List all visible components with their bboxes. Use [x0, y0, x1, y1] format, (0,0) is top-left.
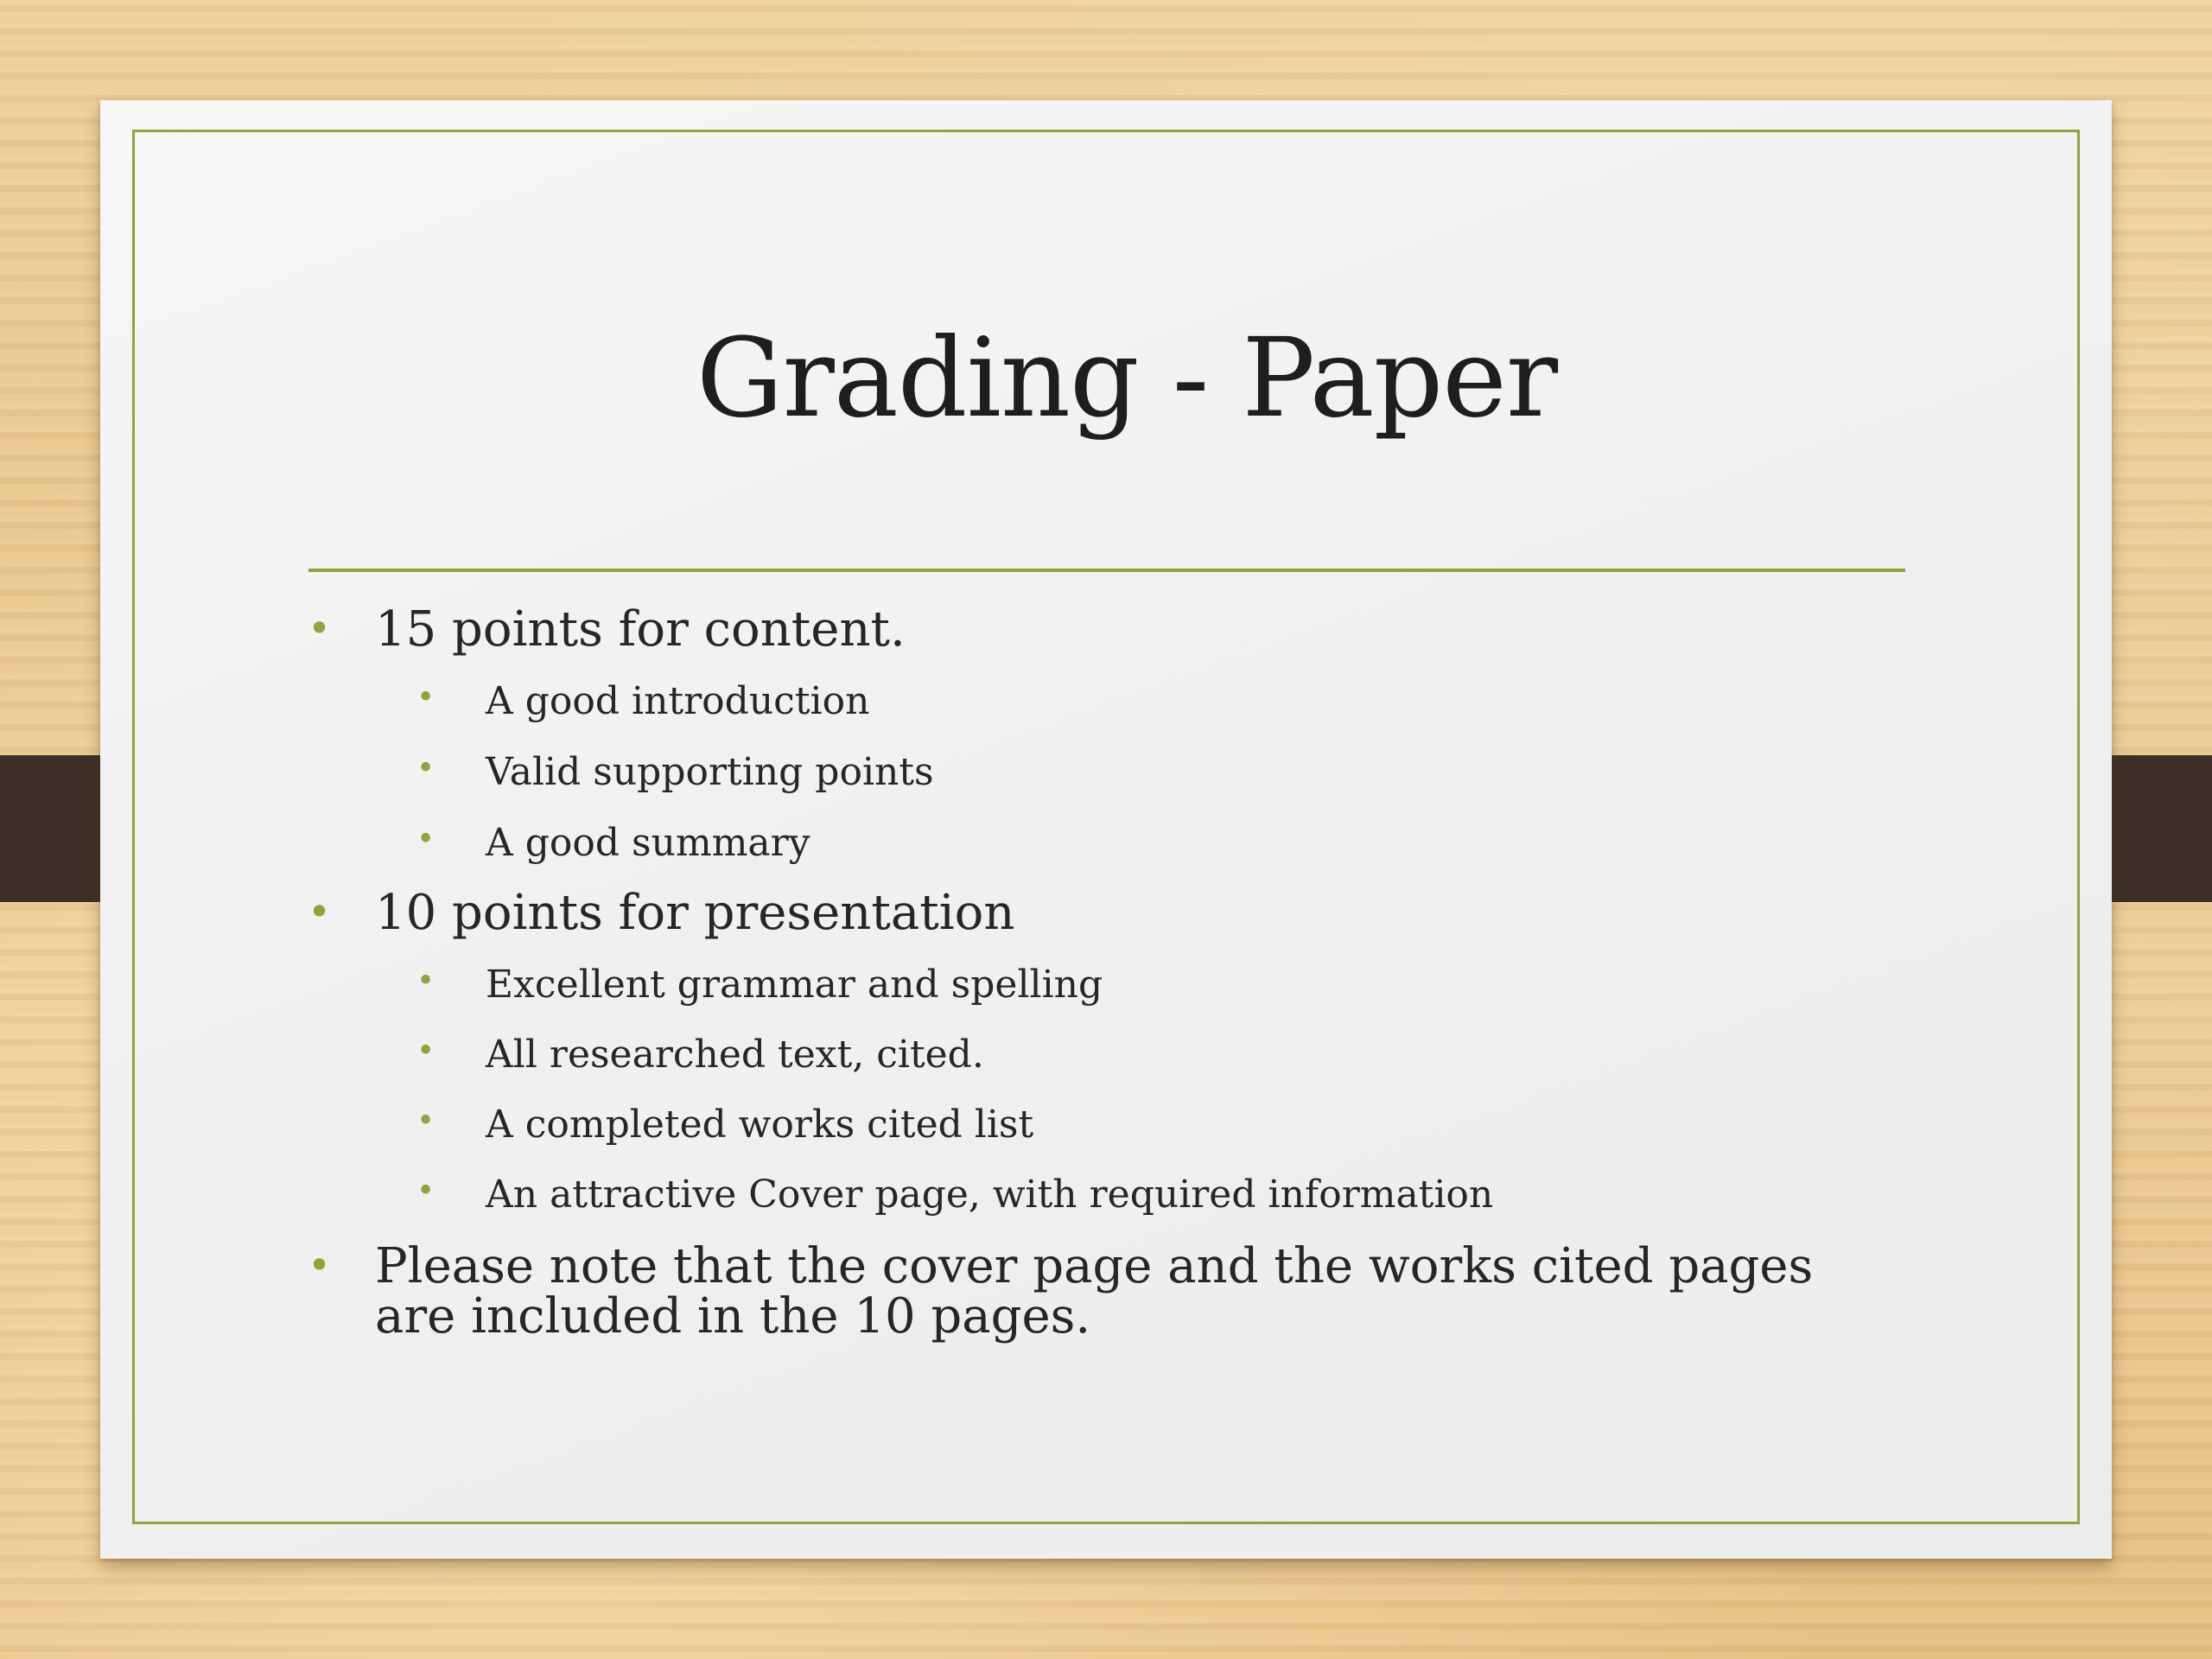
slide-title: Grading - Paper — [696, 315, 1558, 442]
bullet-marker: • — [308, 1242, 332, 1288]
bullet-item — [308, 885, 1861, 941]
bullet-item — [308, 1238, 1861, 1344]
sub-bullet-marker: • — [416, 751, 435, 786]
sub-bullet-item — [308, 677, 1949, 726]
sub-bullet-item — [308, 748, 1949, 797]
slide — [100, 100, 2112, 1559]
sub-bullet-text: Valid supporting points — [486, 750, 934, 794]
title-divider — [308, 569, 1905, 572]
sub-bullet-text: All researched text, cited. — [486, 1033, 984, 1077]
bullet-text: 10 points for presentation — [375, 885, 1015, 941]
sub-bullet-item — [308, 819, 1949, 868]
bullet-text: Please note that the cover page and the works cited pages are included in the 10 pages. — [375, 1238, 1814, 1344]
sub-bullet-marker: • — [416, 963, 435, 999]
bullet-text: 15 points for content. — [375, 601, 906, 658]
sub-bullet-marker: • — [416, 822, 435, 857]
sub-bullet-marker: • — [416, 1103, 435, 1139]
sub-bullet-text: Excellent grammar and spelling — [486, 963, 1103, 1007]
sub-bullet-text: An attractive Cover page, with required information — [486, 1173, 1494, 1217]
sub-bullet-item — [308, 1031, 1949, 1079]
sub-bullet-marker: • — [416, 1173, 435, 1209]
sub-bullet-text: A completed works cited list — [486, 1103, 1034, 1147]
bullet-list — [308, 601, 1949, 1344]
sub-bullet-item — [308, 1171, 1949, 1219]
sub-bullet-marker: • — [416, 680, 435, 715]
bullet-marker: • — [308, 605, 332, 652]
bullet-marker: • — [308, 888, 332, 935]
sub-bullet-item — [308, 961, 1949, 1009]
sub-bullet-item — [308, 1101, 1949, 1149]
sub-bullet-text: A good summary — [486, 821, 810, 865]
sub-bullet-marker: • — [416, 1033, 435, 1069]
bullet-item — [308, 601, 1861, 658]
sub-bullet-text: A good introduction — [486, 679, 870, 723]
